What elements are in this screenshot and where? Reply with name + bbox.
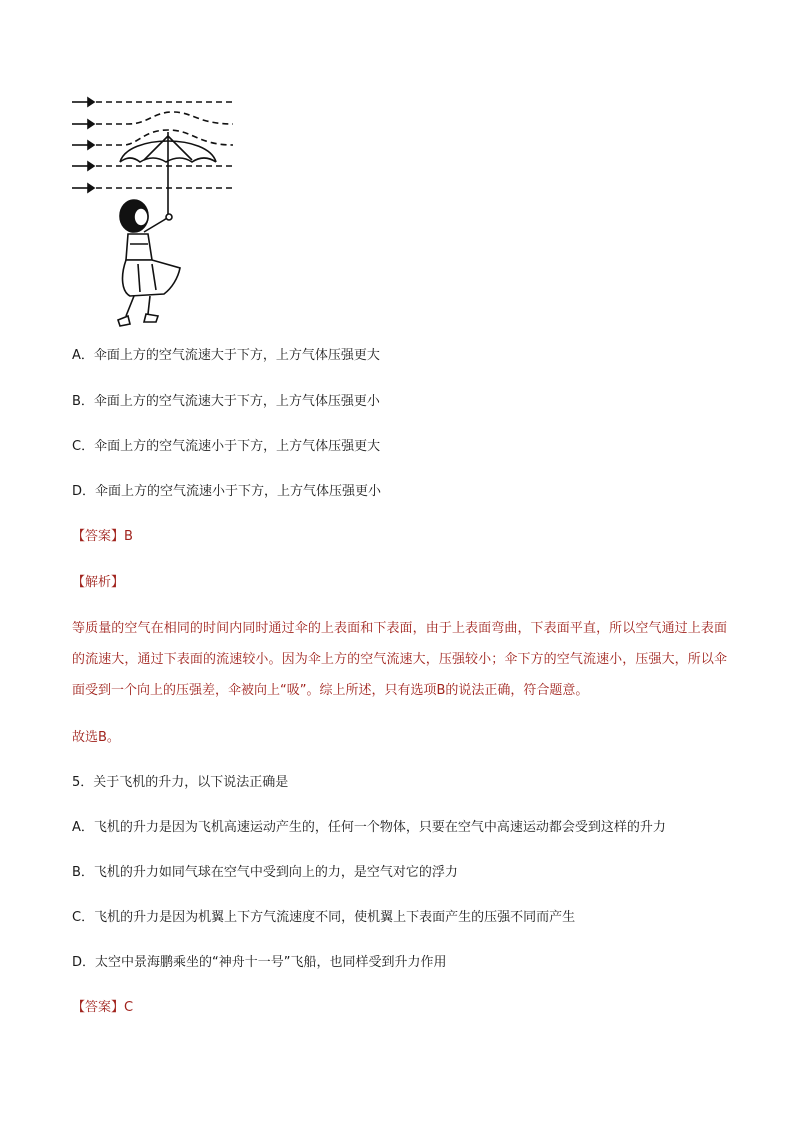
umbrella-wind-figure: [68, 92, 248, 332]
q4-option-b: B．伞面上方的空气流速大于下方，上方气体压强更小: [72, 394, 380, 409]
q5-answer: [72, 998, 732, 1018]
q4-analysis-heading: [72, 573, 732, 593]
q4-answer: [72, 527, 732, 547]
q4-analysis-label: 【解析】: [72, 575, 125, 590]
q4-answer-label: 【答案】: [72, 529, 125, 544]
q4-option-c: C．伞面上方的空气流速小于下方，上方气体压强更大: [72, 439, 381, 454]
q5-answer-label: 【答案】: [72, 1000, 125, 1015]
q4-answer-value: B: [124, 529, 133, 544]
q5-option-b: B．飞机的升力如同气球在空气中受到向上的力，是空气对它的浮力: [72, 865, 458, 880]
q4-analysis-text: 等质量的空气在相同的时间内同时通过伞的上表面和下表面，由于上表面弯曲，下表面平直，所以空气通过上表面的流速大，通过下表面的流速较小。因为伞上方的空气流速大，压强较小；伞下方的空气流速小，压强大，所以伞面受到一个向上的压强差，伞被向上“吸”。综上所述，只有选项B的说法正确，符合题意。: [72, 621, 727, 698]
q5-option-c: C．飞机的升力是因为机翼上下方气流速度不同，使机翼上下表面产生的压强不同而产生: [72, 910, 576, 925]
q5-option-a: A．飞机的升力是因为飞机高速运动产生的，任何一个物体，只要在空气中高速运动都会受到这样的升力: [72, 820, 666, 835]
q4-conclusion: 故选B。: [72, 730, 120, 745]
q5-option-d: D．太空中景海鹏乘坐的“神舟十一号”飞船，也同样受到升力作用: [72, 955, 447, 970]
q5-answer-value: C: [124, 1000, 134, 1015]
q4-option-a: A．伞面上方的空气流速大于下方，上方气体压强更大: [72, 348, 380, 363]
q5-stem: 5．关于飞机的升力，以下说法正确是: [72, 775, 289, 790]
q4-option-d: D．伞面上方的空气流速小于下方，上方气体压强更小: [72, 484, 382, 499]
